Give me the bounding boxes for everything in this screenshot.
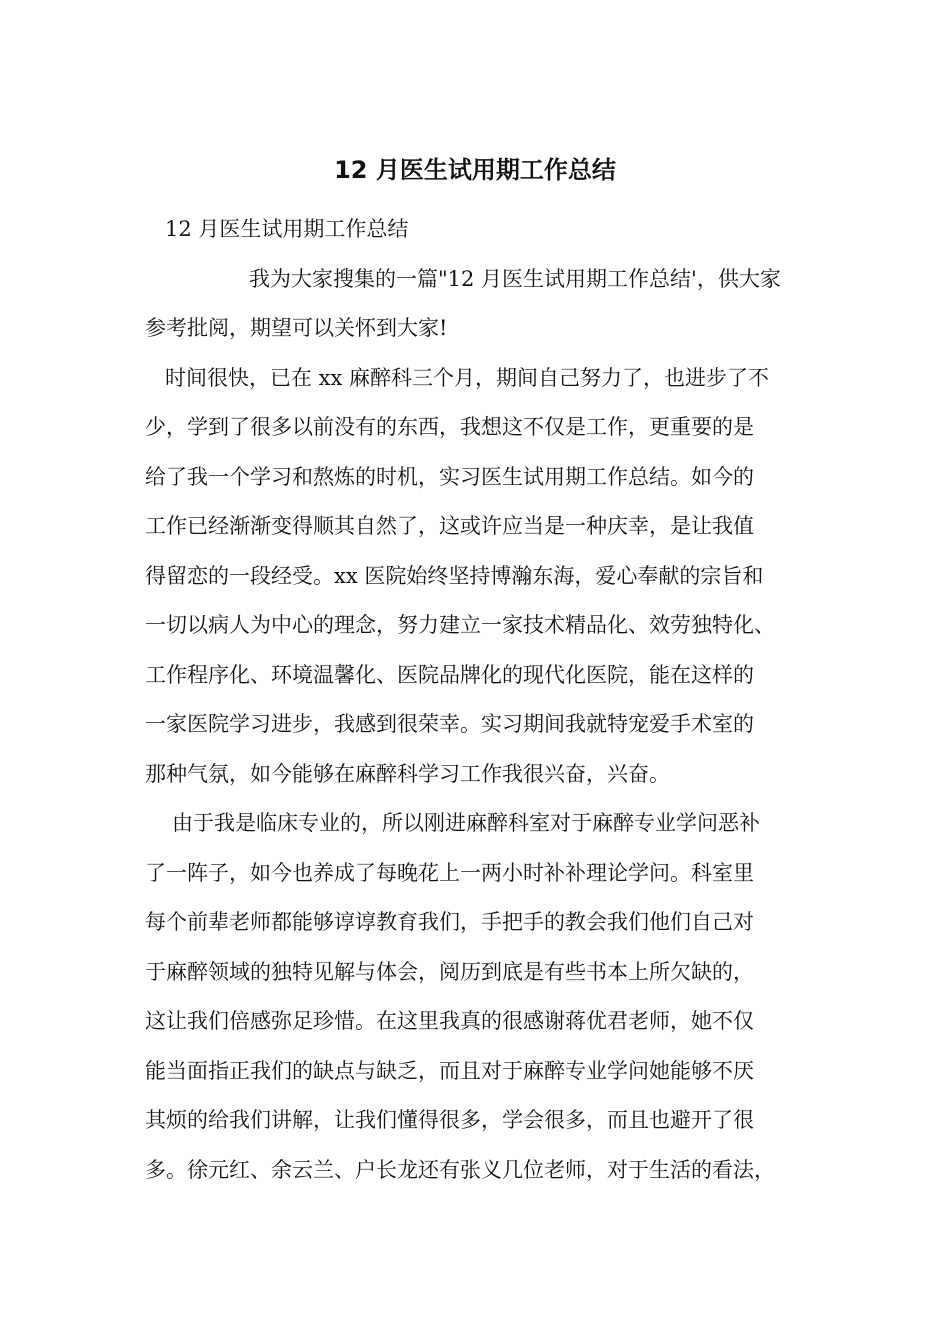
paragraph-2-line: 每个前辈老师都能够谆谆教育我们，手把手的教会我们他们自己对 bbox=[145, 910, 754, 934]
paragraph-1-line: 少，学到了很多以前没有的东西，我想这不仅是工作，更重要的是 bbox=[145, 415, 754, 439]
paragraph-1-line: 得留恋的一段经受。xx 医院始终坚持博瀚东海，爱心奉献的宗旨和 bbox=[145, 563, 764, 588]
paragraph-2-line: 这让我们倍感弥足珍惜。在这里我真的很感谢蒋优君老师，她不仅 bbox=[145, 1009, 754, 1033]
paragraph-1-line: 一切以病人为中心的理念，努力建立一家技术精品化、效劳独特化、 bbox=[145, 613, 775, 637]
paragraph-2-line: 其烦的给我们讲解，让我们懂得很多，学会很多，而且也避开了很 bbox=[145, 1108, 754, 1132]
paragraph-1-line: 工作已经渐渐变得顺其自然了，这或许应当是一种庆幸，是让我值 bbox=[145, 514, 754, 538]
paragraph-1-line: 工作程序化、环境温馨化、医院品牌化的现代化医院，能在这样的 bbox=[145, 662, 754, 687]
paragraph-2-line: 于麻醉领域的独特见解与体会，阅历到底是有些书本上所欠缺的， bbox=[145, 959, 754, 984]
paragraph-2-line: 能当面指正我们的缺点与缺乏，而且对于麻醉专业学问她能够不厌 bbox=[145, 1058, 754, 1083]
paragraph-2-line: 了一阵子，如今也养成了每晚花上一两小时补补理论学问。科室里 bbox=[145, 860, 754, 885]
paragraph-1-line: 给了我一个学习和熬炼的时机，实习医生试用期工作总结。如今的 bbox=[145, 464, 754, 489]
document-subtitle: 12 月医生试用期工作总结 bbox=[165, 217, 409, 241]
document-body bbox=[145, 205, 825, 1195]
document-title: 12 月医生试用期工作总结 bbox=[334, 156, 616, 184]
intro-line: 我为大家搜集的一篇"12 月医生试用期工作总结'，供大家 bbox=[249, 266, 781, 291]
paragraph-1-line: 时间很快，已在 xx 麻醉科三个月，期间自己努力了，也进步了不 bbox=[165, 365, 770, 390]
paragraph-2-line: 多。徐元红、余云兰、户长龙还有张义几位老师，对于生活的看法， bbox=[145, 1157, 775, 1182]
paragraph-1-line: 一家医院学习进步，我感到很荣幸。实习期间我就特宠爱手术室的 bbox=[145, 712, 754, 736]
paragraph-1-line: 那种气氛，如今能够在麻醉科学习工作我很兴奋，兴奋。 bbox=[145, 761, 670, 786]
paragraph-2-line: 由于我是临床专业的，所以刚进麻醉科室对于麻醉专业学问恶补 bbox=[172, 811, 760, 835]
intro-line: 参考批阅，期望可以关怀到大家! bbox=[145, 316, 448, 340]
